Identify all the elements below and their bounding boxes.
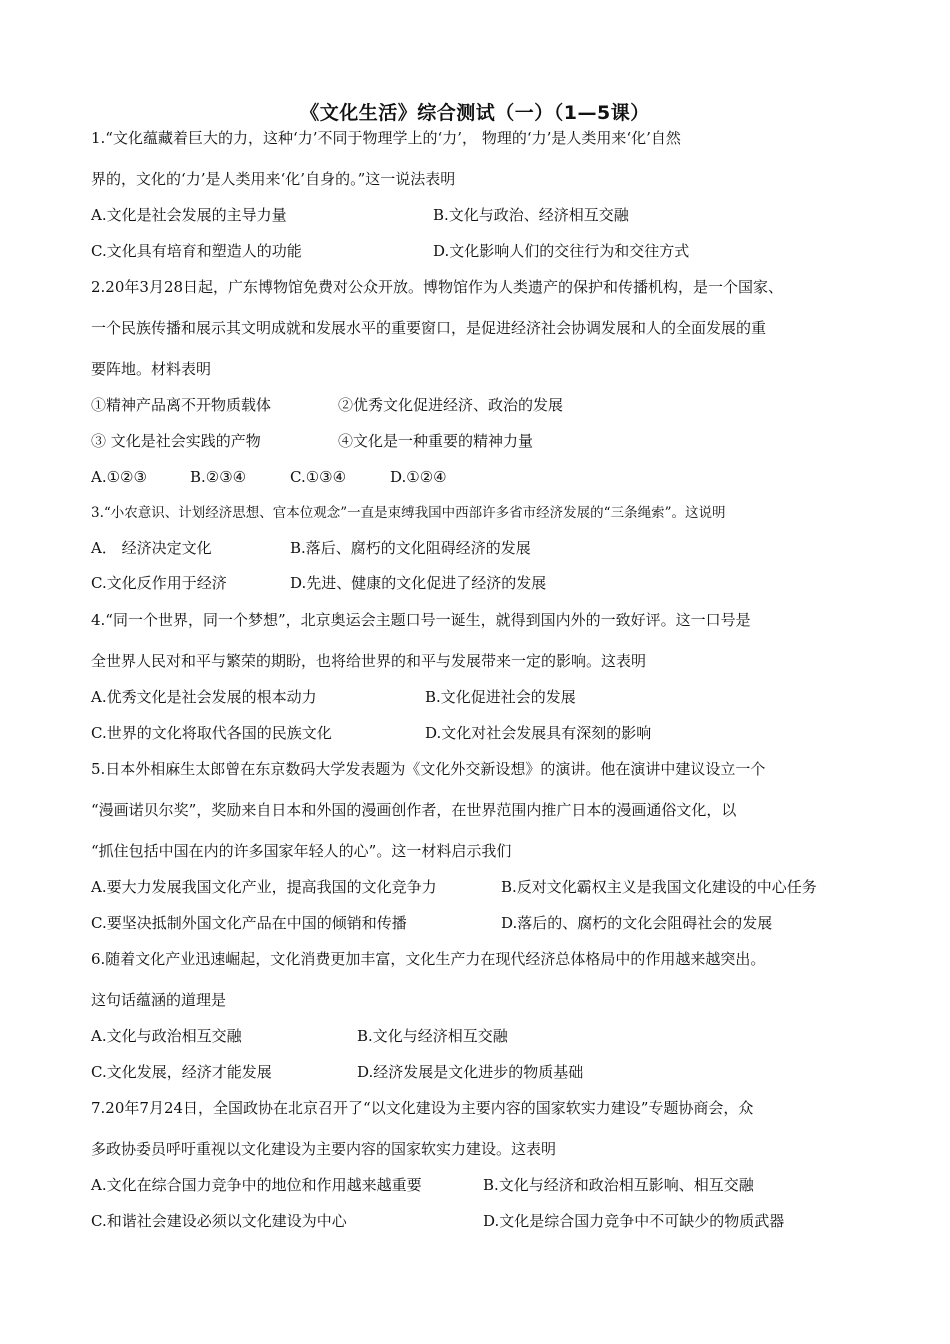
question-2-option-d: D.①②④ [390,468,447,486]
question-7-option-d: D.文化是综合国力竞争中不可缺少的物质武器 [483,1212,785,1230]
question-2-stem-line-3: 要阵地。材料表明 [91,360,212,378]
question-5-option-a: A.要大力发展我国文化产业，提高我国的文化竞争力 [91,878,437,896]
question-5-option-d: D.落后的、腐朽的文化会阻碍社会的发展 [501,914,773,932]
question-4-option-c: C.世界的文化将取代各国的民族文化 [91,724,332,742]
question-4-option-b: B.文化促进社会的发展 [425,688,576,706]
question-4-option-d: D.文化对社会发展具有深刻的影响 [425,724,652,742]
question-4-stem-line-1: 4.“同一个世界，同一个梦想”，北京奥运会主题口号一诞生，就得到国内外的一致好评。这一口号是 [91,611,751,629]
question-2-option-b: B.②③④ [190,468,247,486]
question-7-option-b: B.文化与经济和政治相互影响、相互交融 [483,1176,754,1194]
question-2-statement-4: ④文化是一种重要的精神力量 [338,432,534,450]
question-7-option-a: A.文化在综合国力竞争中的地位和作用越来越重要 [91,1176,422,1194]
question-5-stem-line-1: 5.日本外相麻生太郎曾在东京数码大学发表题为《文化外交新设想》的演讲。他在演讲中建议设立一个 [91,760,766,778]
question-1-option-b: B.文化与政治、经济相互交融 [433,206,629,224]
question-6-stem-line-2: 这句话蕴涵的道理是 [91,991,227,1009]
question-6-option-d: D.经济发展是文化进步的物质基础 [357,1063,584,1081]
question-7-stem-line-1: 7.20年7月24日，全国政协在北京召开了“以文化建设为主要内容的国家软实力建设”专题协商会，众 [91,1099,754,1117]
question-6-stem-line-1: 6.随着文化产业迅速崛起，文化消费更加丰富，文化生产力在现代经济总体格局中的作用越来越突出。 [91,950,766,968]
question-3-option-a: A． 经济决定文化 [91,539,212,557]
question-3-option-c: C.文化反作用于经济 [91,574,227,592]
question-1-stem-line-1: 1.“文化蕴藏着巨大的力，这种‘力’不同于物理学上的‘力’， 物理的‘力’是人类用来‘化’自然 [91,129,681,147]
question-1-stem-line-2: 界的，文化的‘力’是人类用来‘化’自身的。”这一说法表明 [91,170,456,188]
question-5-stem-line-2: “漫画诺贝尔奖”，奖励来自日本和外国的漫画创作者，在世界范围内推广日本的漫画通俗文化，以 [91,801,737,819]
question-1-option-a: A.文化是社会发展的主导力量 [91,206,287,224]
question-2-statement-2: ②优秀文化促进经济、政治的发展 [338,396,564,414]
question-5-stem-line-3: “抓住包括中国在内的许多国家年轻人的心”。这一材料启示我们 [91,842,512,860]
question-7-option-c: C.和谐社会建设必须以文化建设为中心 [91,1212,347,1230]
question-7-stem-line-2: 多政协委员呼吁重视以文化建设为主要内容的国家软实力建设。这表明 [91,1140,557,1158]
question-2-statement-1: ①精神产品离不开物质载体 [91,396,272,414]
question-3-option-b: B.落后、腐朽的文化阻碍经济的发展 [290,539,531,557]
question-5-option-b: B.反对文化霸权主义是我国文化建设的中心任务 [501,878,817,896]
question-1-option-d: D.文化影响人们的交往行为和交往方式 [433,242,690,260]
question-2-option-a: A.①②③ [91,468,147,486]
question-3-stem-line-1: 3.“小农意识、计划经济思想、官本位观念”一直是束缚我国中西部许多省市经济发展的“三条绳索”。这说明 [91,505,726,521]
question-2-option-c: C.①③④ [290,468,347,486]
question-6-option-a: A.文化与政治相互交融 [91,1027,242,1045]
question-6-option-b: B.文化与经济相互交融 [357,1027,508,1045]
page-title: 《文化生活》综合测试（一）（1—5课） [300,102,650,124]
question-5-option-c: C.要坚决抵制外国文化产品在中国的倾销和传播 [91,914,407,932]
question-2-statement-3: ③ 文化是社会实践的产物 [91,432,261,450]
question-2-stem-line-2: 一个民族传播和展示其文明成就和发展水平的重要窗口，是促进经济社会协调发展和人的全面发展的重 [91,319,767,337]
question-6-option-c: C.文化发展，经济才能发展 [91,1063,272,1081]
question-4-stem-line-2: 全世界人民对和平与繁荣的期盼，也将给世界的和平与发展带来一定的影响。这表明 [91,652,647,670]
question-2-stem-line-1: 2.20年3月28日起，广东博物馆免费对公众开放。博物馆作为人类遗产的保护和传播机构，是一个国家、 [91,278,784,296]
question-3-option-d: D.先进、健康的文化促进了经济的发展 [290,574,547,592]
question-1-option-c: C.文化具有培育和塑造人的功能 [91,242,302,260]
question-4-option-a: A.优秀文化是社会发展的根本动力 [91,688,317,706]
